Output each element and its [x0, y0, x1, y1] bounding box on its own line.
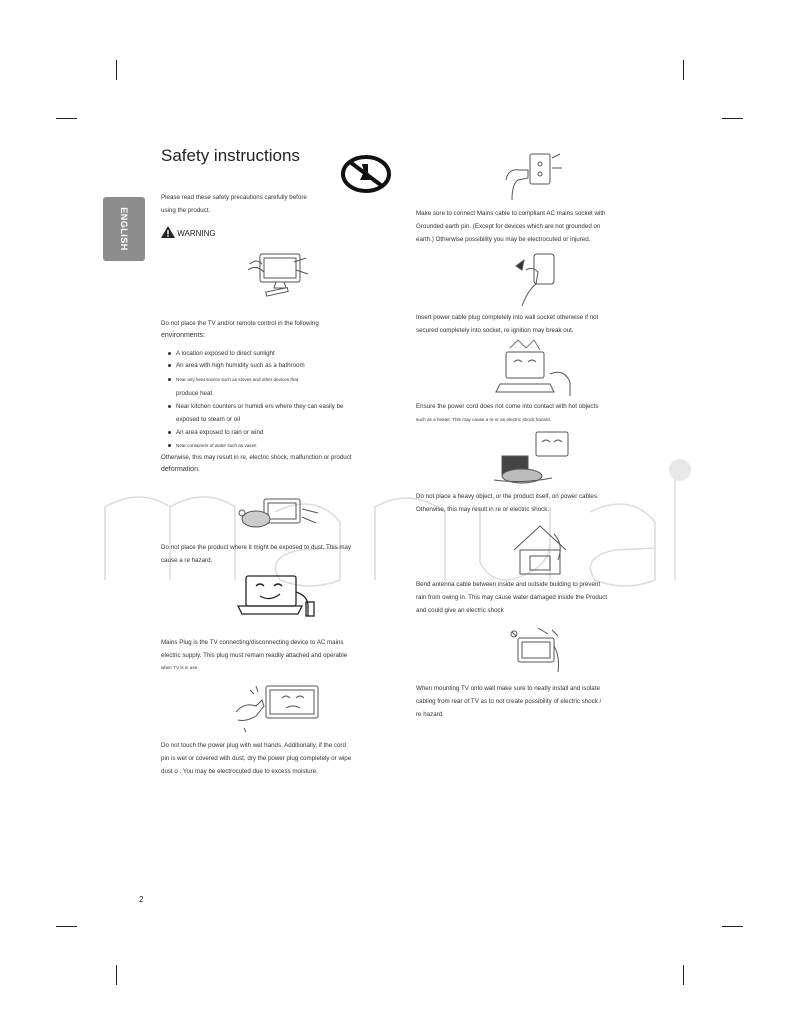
crop-mark [116, 60, 117, 80]
warning-text: Do not touch the power plug with wet hands. Additionally, if the cord [161, 742, 346, 749]
warning-heading [161, 226, 216, 238]
warning-text: cause a re hazard. [161, 557, 213, 564]
warning-text: Otherwise, this may result in re, electric shock, malfunction or product [161, 454, 352, 461]
warning-text: Do not place the product where it might be exposed to dust. This may [161, 544, 352, 551]
warning-text: cabling from rear of TV as to not create possibility of electric shock / [416, 698, 602, 705]
list-item: A location exposed to direct sunlight [168, 347, 275, 360]
page-number: 2 [139, 895, 144, 904]
warning-text: dust o . You may be electrocuted due to excess moisture. [161, 768, 318, 775]
dust-illustration [232, 493, 322, 533]
warning-text: rain from owing in. This may cause water damaged inside the Product [416, 594, 608, 601]
environments-intro: Do not place the TV and/or remote control in the following [161, 320, 319, 327]
intro-text: using the product. [161, 207, 211, 214]
crop-mark [116, 965, 117, 985]
antenna-cable-illustration [510, 520, 572, 576]
environments-intro: environments: [161, 332, 205, 339]
warning-text: re hazard. [416, 711, 444, 718]
crop-mark [56, 118, 77, 119]
warning-text: Make sure to connect Mains cable to compliant AC mains socket with [416, 210, 606, 217]
grounded-socket-illustration [502, 150, 564, 204]
list-item: Near containers of water such as vases [168, 439, 256, 452]
no-disassembly-icon [341, 154, 391, 194]
crop-mark [722, 926, 743, 927]
intro-text: Please read these safety precautions carefully before [161, 194, 307, 201]
insert-plug-illustration [510, 250, 560, 310]
warning-text: Do not place a heavy object, or the product itself, on power cables. [416, 493, 599, 500]
list-item: Near kitchen counters or humidi ers where they can easily be [168, 400, 344, 413]
warning-triangle-icon [161, 226, 175, 238]
crop-mark [683, 60, 684, 80]
list-item: An area with high humidity such as a bathroom [168, 359, 305, 372]
warning-text: Ensure the power cord does not come into contact with hot objects [416, 403, 599, 410]
info-text: Mains Plug is the TV connecting/disconnecting device to AC mains [161, 639, 344, 646]
info-text: when TV is in use. [161, 665, 199, 670]
list-item-continued: produce heat [176, 390, 213, 397]
wet-hands-illustration [230, 682, 325, 734]
heater-illustration [494, 338, 576, 400]
warning-text: pin is wet or covered with dust, dry the power plug completely or wipe [161, 755, 352, 762]
warning-text: Insert power cable plug completely into wall socket otherwise if not [416, 314, 599, 321]
language-tab: ENGLISH [103, 197, 145, 261]
mains-plug-illustration [232, 572, 324, 624]
warning-text: Grounded earth pin. (Except for devices which are not grounded on [416, 223, 601, 230]
warning-text: When mounting TV onto wall make sure to neatly install and isolate [416, 685, 600, 692]
warning-text: such as a heater. This may cause a re or an electric shock hazard. [416, 417, 551, 422]
warning-label: WARNING [177, 229, 216, 238]
warning-text: and could give an electric shock [416, 607, 504, 614]
list-item: Near any heat source such as stoves and other devices that [168, 373, 298, 386]
crop-mark [683, 965, 684, 985]
warning-text: Bend antenna cable between inside and outside building to prevent [416, 581, 601, 588]
tv-remote-illustration [246, 250, 312, 300]
heavy-object-illustration [492, 428, 574, 486]
warning-text: secured completely into socket, re ignition may break out. [416, 327, 574, 334]
warning-text: earth.) Otherwise possibility you may be electrocuted or injured. [416, 236, 591, 243]
crop-mark [722, 118, 743, 119]
warning-text: deformation. [161, 466, 200, 473]
list-item-continued: exposed to steam or oil [176, 416, 240, 423]
list-item: An area exposed to rain or wind [168, 426, 263, 439]
info-text: electric supply. This plug must remain readily attached and operable [161, 652, 348, 659]
warning-text: Otherwise, this may result in re or electric shock. [416, 506, 550, 513]
wall-mount-illustration [508, 626, 564, 676]
crop-mark [56, 926, 77, 927]
page-title: Safety instructions [161, 146, 300, 165]
